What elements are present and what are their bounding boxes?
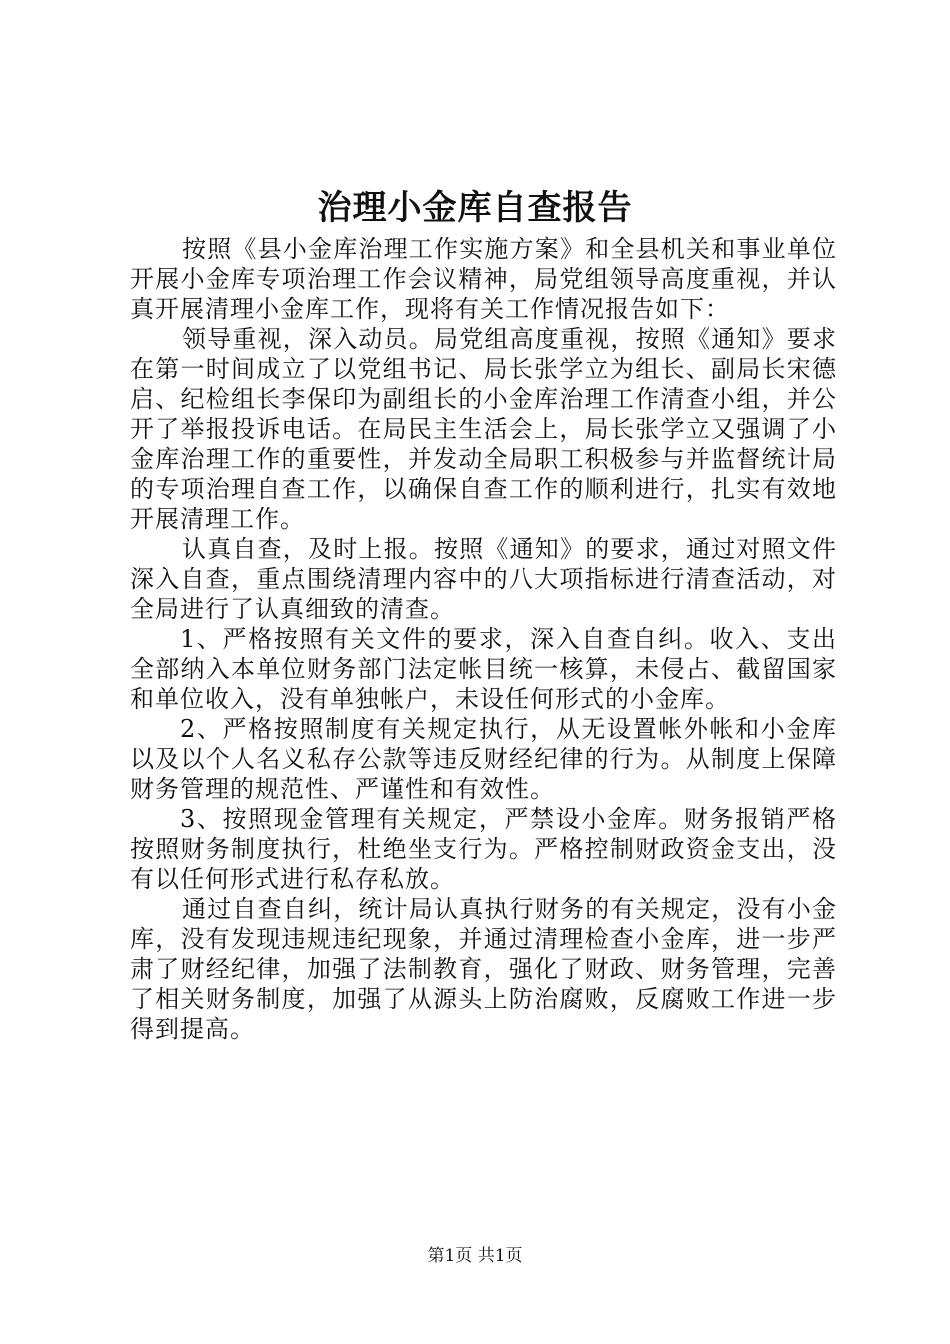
paragraph-conclusion: 通过自查自纠，统计局认真执行财务的有关规定，没有小金库，没有发现违规违纪现象，并通过清理检查小金库，进一步严肃了财经纪律，加强了法制教育，强化了财政、财务管理，完善了相关财务制度，加强了从源头上防治腐败，反腐败工作进一步得到提高。 xyxy=(130,895,837,1043)
document-body xyxy=(130,234,837,1044)
paragraph-item-3: 3、按照现金管理有关规定，严禁设小金库。财务报销严格按照财务制度执行，杜绝坐支行为。严格控制财政资金支出，没有以任何形式进行私存私放。 xyxy=(130,805,837,893)
paragraph-intro: 按照《县小金库治理工作实施方案》和全县机关和事业单位开展小金库专项治理工作会议精神，局党组领导高度重视，并认真开展清理小金库工作，现将有关工作情况报告如下： xyxy=(130,235,837,323)
paragraph-item-1: 1、严格按照有关文件的要求，深入自查自纠。收入、支出全部纳入本单位财务部门法定帐目统一核算，未侵占、截留国家和单位收入，没有单独帐户，未设任何形式的小金库。 xyxy=(130,625,837,713)
document-title: 治理小金库自查报告 xyxy=(317,188,633,228)
paragraph-self-check: 认真自查，及时上报。按照《通知》的要求，通过对照文件深入自查，重点围绕清理内容中的八大项指标进行清查活动，对全局进行了认真细致的清查。 xyxy=(130,535,837,623)
paragraph-item-2: 2、严格按照制度有关规定执行，从无设置帐外帐和小金库以及以个人名义私存公款等违反财经纪律的行为。从制度上保障财务管理的规范性、严谨性和有效性。 xyxy=(130,715,837,803)
page-footer: 第1页 共1页 xyxy=(427,1246,523,1266)
paragraph-leadership: 领导重视，深入动员。局党组高度重视，按照《通知》要求在第一时间成立了以党组书记、局长张学立为组长、副局长宋德启、纪检组长李保印为副组长的小金库治理工作清查小组，并公开了举报投诉电话。在局民主生活会上，局长张学立又强调了小金库治理工作的重要性，并发动全局职工积极参与并监督统计局的专项治理自查工作，以确保自查工作的顺利进行，扎实有效地开展清理工作。 xyxy=(130,325,837,533)
